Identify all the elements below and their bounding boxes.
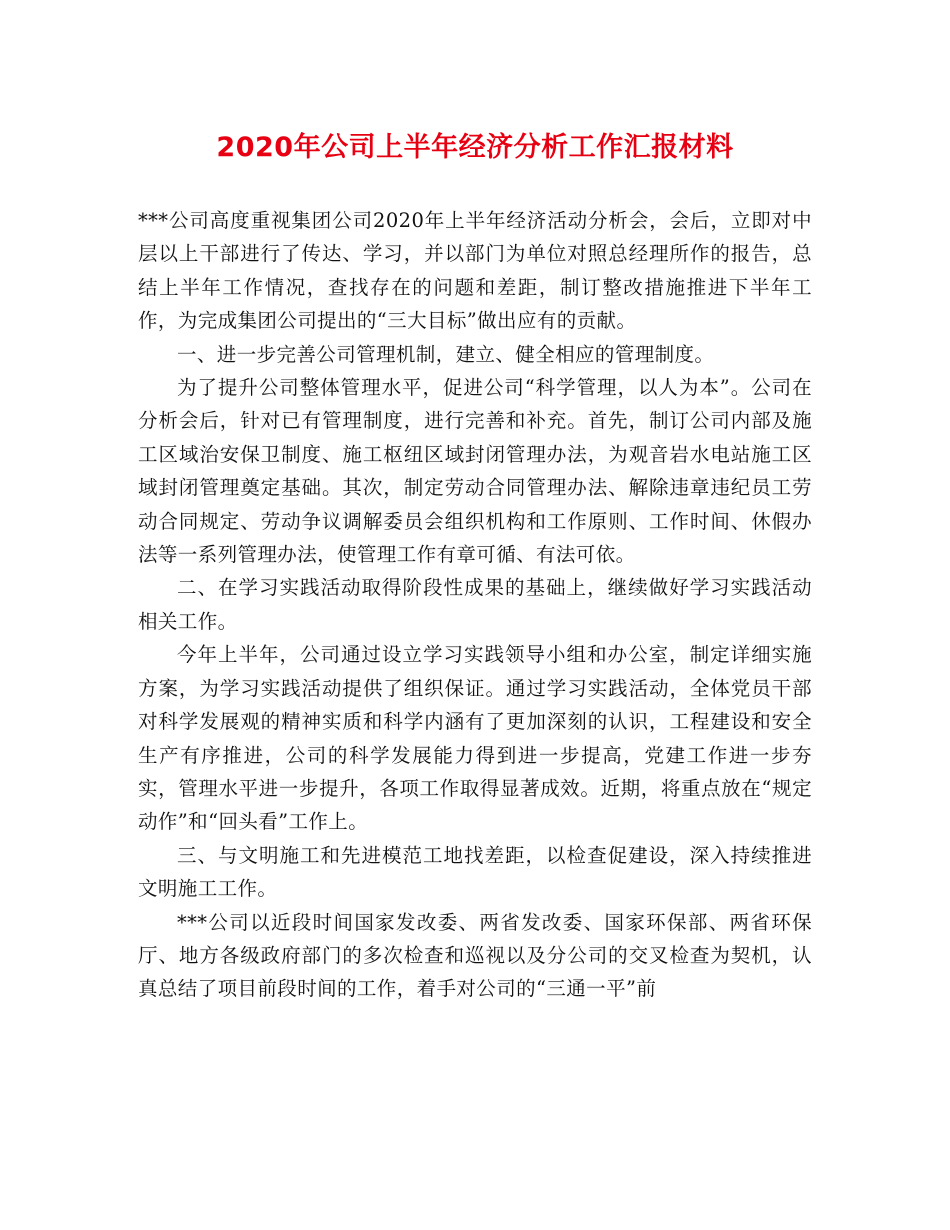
paragraph-section-3: ***公司以近段时间国家发改委、两省发改委、国家环保部、两省环保厅、地方各级政府部门的多次检查和巡视以及分公司的交叉检查为契机，认真总结了项目前段时间的工作，着手对公司的“三通一平”前 (138, 910, 812, 1001)
paragraph-section-2: 今年上半年，公司通过设立学习实践领导小组和办公室，制定详细实施方案，为学习实践活动提供了组织保证。通过学习实践活动，全体党员干部对科学发展观的精神实质和科学内涵有了更加深刻的认识，工程建设和安全生产有序推进，公司的科学发展能力得到进一步提高，党建工作进一步夯实，管理水平进一步提升，各项工作取得显著成效。近期，将重点放在“规定动作”和“回头看”工作上。 (138, 643, 812, 834)
heading-section-1: 一、进一步完善公司管理机制，建立、健全相应的管理制度。 (177, 342, 715, 366)
document-title: 2020年公司上半年经济分析工作汇报材料 (216, 132, 734, 163)
heading-section-2: 二、在学习实践活动取得阶段性成果的基础上，继续做好学习实践活动相关工作。 (138, 576, 812, 633)
heading-section-3: 三、与文明施工和先进模范工地找差距，以检查促建设，深入持续推进文明施工工作。 (138, 843, 812, 901)
paragraph-section-1: 为了提升公司整体管理水平，促进公司“科学管理，以人为本”。公司在分析会后，针对已有管理制度，进行完善和补充。首先，制订公司内部及施工区域治安保卫制度、施工枢纽区域封闭管理办法，为观音岩水电站施工区域封闭管理奠定基础。其次，制定劳动合同管理办法、解除违章违纪员工劳动合同规定、劳动争议调解委员会组织机构和工作原则、工作时间、休假办法等一系列管理办法，使管理工作有章可循、有法可依。 (138, 376, 812, 567)
document-body (138, 204, 812, 1006)
paragraph-intro: ***公司高度重视集团公司2020年上半年经济活动分析会，会后，立即对中层以上干部进行了传达、学习，并以部门为单位对照总经理所作的报告，总结上半年工作情况，查找存在的问题和差距，制订整改措施推进下半年工作，为完成集团公司提出的“三大目标”做出应有的贡献。 (138, 209, 812, 333)
